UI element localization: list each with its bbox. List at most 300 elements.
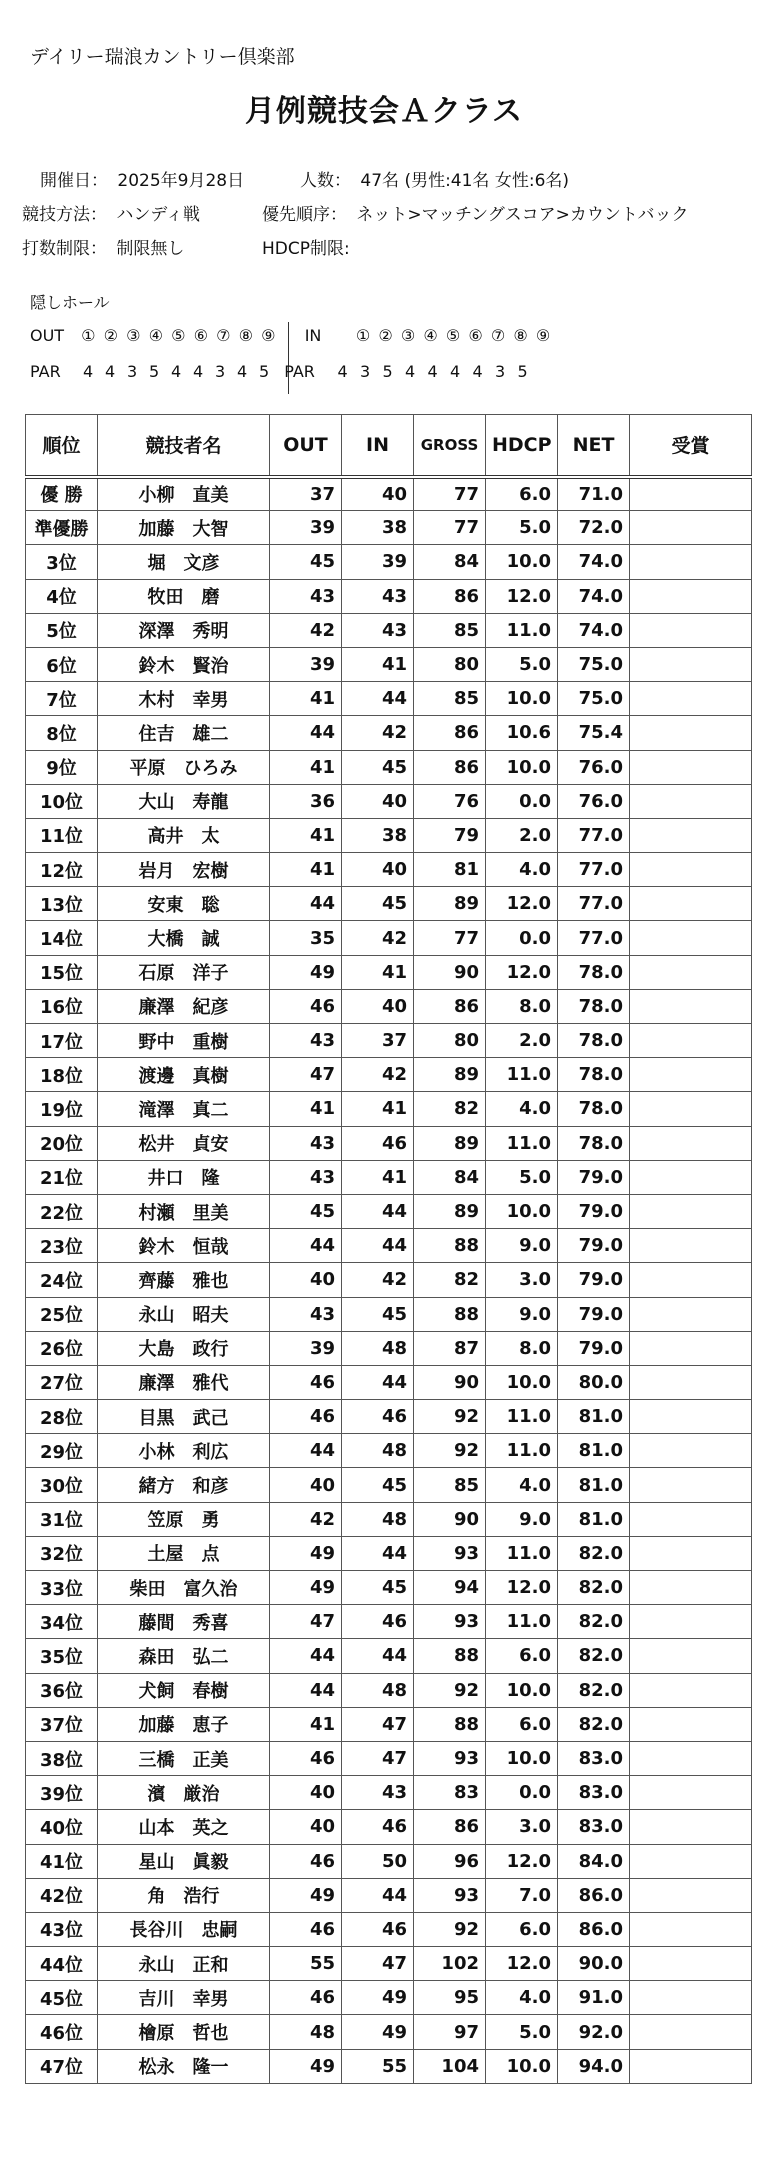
award-cell	[630, 955, 752, 989]
hdcp-cell: 12.0	[486, 887, 558, 921]
hdcp-cell: 10.0	[486, 682, 558, 716]
net-score-cell: 81.0	[558, 1468, 630, 1502]
gross-score-cell: 85	[414, 1468, 486, 1502]
name-cell: 濱 厳治	[98, 1776, 270, 1810]
name-cell: 大山 寿龍	[98, 784, 270, 818]
name-cell: 星山 眞毅	[98, 1844, 270, 1878]
hdcp-cell: 10.0	[486, 1741, 558, 1775]
name-cell: 山本 英之	[98, 1810, 270, 1844]
method-info	[22, 200, 200, 225]
in-score-cell: 45	[342, 1468, 414, 1502]
out-score-cell: 41	[270, 818, 342, 852]
in-par-value-9: 5	[517, 362, 528, 381]
name-cell: 石原 洋子	[98, 955, 270, 989]
name-cell: 野中 重樹	[98, 1024, 270, 1058]
out-hole-mark-4: ④	[148, 326, 164, 345]
in-score-cell: 41	[342, 955, 414, 989]
out-score-cell: 37	[270, 477, 342, 511]
out-par-value-8: 4	[237, 362, 248, 381]
net-score-cell: 79.0	[558, 1297, 630, 1331]
in-score-cell: 41	[342, 647, 414, 681]
in-par-value-1: 4	[337, 362, 348, 381]
rank-cell: 7位	[26, 682, 98, 716]
hdcp-cell: 6.0	[486, 477, 558, 511]
in-score-cell: 48	[342, 1434, 414, 1468]
net-score-cell: 80.0	[558, 1365, 630, 1399]
name-cell: 小柳 直美	[98, 477, 270, 511]
priority-value: ネット>マッチングスコア>カウントバック	[356, 205, 689, 225]
in-par-values	[331, 362, 534, 381]
award-cell	[630, 1878, 752, 1912]
in-score-cell: 41	[342, 1160, 414, 1194]
gross-score-cell: 80	[414, 1024, 486, 1058]
name-cell: 小林 利広	[98, 1434, 270, 1468]
net-score-cell: 82.0	[558, 1571, 630, 1605]
award-cell	[630, 784, 752, 818]
in-par-value-5: 4	[427, 362, 438, 381]
rank-cell: 44位	[26, 1947, 98, 1981]
in-score-cell: 48	[342, 1502, 414, 1536]
rank-cell: 22位	[26, 1194, 98, 1228]
table-row	[26, 2015, 752, 2049]
net-score-cell: 90.0	[558, 1947, 630, 1981]
gross-score-cell: 86	[414, 716, 486, 750]
table-row	[26, 647, 752, 681]
hdcp-cell: 2.0	[486, 1024, 558, 1058]
rank-cell: 33位	[26, 1571, 98, 1605]
name-cell: 柴田 富久治	[98, 1571, 270, 1605]
gross-score-cell: 77	[414, 477, 486, 511]
in-score-cell: 47	[342, 1707, 414, 1741]
hdcp-cell: 12.0	[486, 579, 558, 613]
gross-score-cell: 93	[414, 1605, 486, 1639]
out-score-cell: 44	[270, 716, 342, 750]
hdcp-cell: 10.0	[486, 1673, 558, 1707]
gross-score-cell: 86	[414, 1810, 486, 1844]
in-hole-mark-7: ⑦	[490, 326, 506, 345]
net-score-cell: 71.0	[558, 477, 630, 511]
rank-cell: 45位	[26, 1981, 98, 2015]
in-hole-mark-2: ②	[378, 326, 393, 345]
name-cell: 松永 隆一	[98, 2049, 270, 2083]
name-cell: 鈴木 賢治	[98, 647, 270, 681]
net-score-cell: 78.0	[558, 1058, 630, 1092]
in-score-cell: 43	[342, 613, 414, 647]
rank-cell: 5位	[26, 613, 98, 647]
table-row	[26, 1468, 752, 1502]
gross-score-cell: 88	[414, 1639, 486, 1673]
out-par-value-1: 4	[83, 362, 94, 381]
table-row	[26, 1058, 752, 1092]
net-score-cell: 79.0	[558, 1263, 630, 1297]
award-cell	[630, 1810, 752, 1844]
gross-score-cell: 93	[414, 1536, 486, 1570]
rank-cell: 29位	[26, 1434, 98, 1468]
award-cell	[630, 818, 752, 852]
award-cell	[630, 989, 752, 1023]
club-name: デイリー瑞浪カントリー倶楽部	[30, 46, 295, 68]
rank-cell: 18位	[26, 1058, 98, 1092]
out-score-cell: 42	[270, 1502, 342, 1536]
rank-cell: 24位	[26, 1263, 98, 1297]
gross-score-cell: 89	[414, 887, 486, 921]
gross-score-cell: 104	[414, 2049, 486, 2083]
hdcp-cell: 9.0	[486, 1502, 558, 1536]
rank-cell: 27位	[26, 1365, 98, 1399]
hdcp-cell: 4.0	[486, 1981, 558, 2015]
name-cell: 檜原 哲也	[98, 2015, 270, 2049]
gross-score-cell: 92	[414, 1673, 486, 1707]
award-cell	[630, 1468, 752, 1502]
gross-score-cell: 86	[414, 579, 486, 613]
out-par-label: PAR	[30, 362, 61, 381]
out-score-cell: 39	[270, 511, 342, 545]
gross-score-cell: 90	[414, 955, 486, 989]
name-cell: 住吉 雄二	[98, 716, 270, 750]
par-row	[30, 362, 534, 381]
out-score-cell: 44	[270, 1434, 342, 1468]
gross-score-cell: 76	[414, 784, 486, 818]
out-score-cell: 47	[270, 1058, 342, 1092]
award-cell	[630, 1536, 752, 1570]
in-score-cell: 44	[342, 1229, 414, 1263]
rank-cell: 26位	[26, 1331, 98, 1365]
hdcp-cell: 12.0	[486, 1844, 558, 1878]
out-par-value-2: 4	[105, 362, 116, 381]
table-row	[26, 853, 752, 887]
out-score-cell: 41	[270, 1092, 342, 1126]
gross-score-cell: 85	[414, 682, 486, 716]
name-cell: 渡邊 真樹	[98, 1058, 270, 1092]
net-score-cell: 78.0	[558, 989, 630, 1023]
net-score-cell: 74.0	[558, 545, 630, 579]
header-gross: GROSS	[414, 415, 486, 477]
header-name: 競技者名	[98, 415, 270, 477]
limit-info	[22, 234, 184, 259]
award-cell	[630, 579, 752, 613]
in-score-cell: 44	[342, 682, 414, 716]
hdcp-cell: 11.0	[486, 1536, 558, 1570]
people-value: 47名 (男性:41名 女性:6名)	[360, 171, 570, 191]
header-net: NET	[558, 415, 630, 477]
out-par-values	[77, 362, 275, 381]
header-rank: 順位	[26, 415, 98, 477]
net-score-cell: 78.0	[558, 955, 630, 989]
hdcp-cell: 8.0	[486, 989, 558, 1023]
table-row	[26, 1605, 752, 1639]
table-row	[26, 1126, 752, 1160]
name-cell: 齊藤 雅也	[98, 1263, 270, 1297]
rank-cell: 9位	[26, 750, 98, 784]
award-cell	[630, 1058, 752, 1092]
in-hole-marks	[352, 326, 555, 345]
net-score-cell: 77.0	[558, 853, 630, 887]
net-score-cell: 92.0	[558, 2015, 630, 2049]
out-score-cell: 43	[270, 1024, 342, 1058]
name-cell: 平原 ひろみ	[98, 750, 270, 784]
rank-cell: 16位	[26, 989, 98, 1023]
award-cell	[630, 682, 752, 716]
award-cell	[630, 1707, 752, 1741]
rank-cell: 21位	[26, 1160, 98, 1194]
in-score-cell: 46	[342, 1810, 414, 1844]
rank-cell: 19位	[26, 1092, 98, 1126]
out-score-cell: 41	[270, 682, 342, 716]
net-score-cell: 84.0	[558, 1844, 630, 1878]
table-row	[26, 1297, 752, 1331]
rank-cell: 6位	[26, 647, 98, 681]
net-score-cell: 77.0	[558, 887, 630, 921]
rank-cell: 28位	[26, 1400, 98, 1434]
net-score-cell: 94.0	[558, 2049, 630, 2083]
out-score-cell: 49	[270, 1571, 342, 1605]
in-label: IN	[304, 326, 322, 345]
table-row	[26, 545, 752, 579]
out-score-cell: 49	[270, 1878, 342, 1912]
rank-cell: 25位	[26, 1297, 98, 1331]
award-cell	[630, 1844, 752, 1878]
table-row	[26, 511, 752, 545]
out-hole-mark-7: ⑦	[216, 326, 231, 345]
rank-cell: 37位	[26, 1707, 98, 1741]
table-row	[26, 1844, 752, 1878]
net-score-cell: 75.0	[558, 647, 630, 681]
rank-cell: 20位	[26, 1126, 98, 1160]
rank-cell: 38位	[26, 1741, 98, 1775]
net-score-cell: 91.0	[558, 1981, 630, 2015]
in-score-cell: 40	[342, 784, 414, 818]
table-row	[26, 955, 752, 989]
gross-score-cell: 77	[414, 511, 486, 545]
out-score-cell: 43	[270, 1297, 342, 1331]
out-score-cell: 55	[270, 1947, 342, 1981]
out-score-cell: 44	[270, 1229, 342, 1263]
in-score-cell: 47	[342, 1741, 414, 1775]
out-hole-mark-9: ⑨	[261, 326, 276, 345]
award-cell	[630, 1194, 752, 1228]
net-score-cell: 82.0	[558, 1673, 630, 1707]
hdcp-cell: 0.0	[486, 1776, 558, 1810]
net-score-cell: 72.0	[558, 511, 630, 545]
results-table	[25, 414, 752, 2084]
in-score-cell: 40	[342, 477, 414, 511]
rank-cell: 3位	[26, 545, 98, 579]
hdcp-cell: 11.0	[486, 1605, 558, 1639]
name-cell: 加藤 恵子	[98, 1707, 270, 1741]
in-score-cell: 38	[342, 511, 414, 545]
in-score-cell: 48	[342, 1331, 414, 1365]
out-score-cell: 39	[270, 647, 342, 681]
header-in: IN	[342, 415, 414, 477]
in-hole-mark-6: ⑥	[468, 326, 483, 345]
award-cell	[630, 1126, 752, 1160]
in-par-value-2: 3	[359, 362, 371, 381]
award-cell	[630, 1160, 752, 1194]
results-body	[26, 477, 752, 2084]
hdcp-cell: 10.0	[486, 2049, 558, 2083]
out-score-cell: 49	[270, 955, 342, 989]
hdcp-cell: 3.0	[486, 1263, 558, 1297]
out-score-cell: 46	[270, 1912, 342, 1946]
table-row	[26, 1331, 752, 1365]
table-row	[26, 1810, 752, 1844]
in-hole-mark-1: ①	[355, 326, 371, 345]
in-par-value-3: 5	[382, 362, 393, 381]
in-score-cell: 47	[342, 1947, 414, 1981]
name-cell: 岩月 宏樹	[98, 853, 270, 887]
out-score-cell: 43	[270, 579, 342, 613]
award-cell	[630, 887, 752, 921]
in-score-cell: 45	[342, 1571, 414, 1605]
net-score-cell: 78.0	[558, 1024, 630, 1058]
in-hole-mark-8: ⑧	[513, 326, 528, 345]
gross-score-cell: 102	[414, 1947, 486, 1981]
award-cell	[630, 1365, 752, 1399]
gross-score-cell: 90	[414, 1365, 486, 1399]
table-row	[26, 682, 752, 716]
hole-number-row	[30, 326, 554, 345]
hdcp-cell: 10.6	[486, 716, 558, 750]
award-cell	[630, 1092, 752, 1126]
hdcp-cell: 12.0	[486, 1947, 558, 1981]
in-par-value-6: 4	[449, 362, 461, 381]
award-cell	[630, 921, 752, 955]
out-score-cell: 39	[270, 1331, 342, 1365]
header-hdcp: HDCP	[486, 415, 558, 477]
in-score-cell: 44	[342, 1536, 414, 1570]
out-label: OUT	[30, 326, 65, 345]
out-score-cell: 45	[270, 1194, 342, 1228]
name-cell: 安東 聡	[98, 887, 270, 921]
name-cell: 鈴木 恒哉	[98, 1229, 270, 1263]
net-score-cell: 75.4	[558, 716, 630, 750]
table-row	[26, 579, 752, 613]
gross-score-cell: 81	[414, 853, 486, 887]
in-score-cell: 37	[342, 1024, 414, 1058]
out-par-value-7: 3	[215, 362, 226, 381]
limit-label: 打数制限：	[22, 239, 107, 259]
table-row	[26, 1878, 752, 1912]
gross-score-cell: 92	[414, 1400, 486, 1434]
hdcp-cell: 11.0	[486, 1058, 558, 1092]
rank-cell: 41位	[26, 1844, 98, 1878]
award-cell	[630, 2015, 752, 2049]
name-cell: 深澤 秀明	[98, 613, 270, 647]
gross-score-cell: 92	[414, 1912, 486, 1946]
out-score-cell: 40	[270, 1263, 342, 1297]
in-score-cell: 45	[342, 887, 414, 921]
hdcp-cell: 9.0	[486, 1229, 558, 1263]
gross-score-cell: 88	[414, 1707, 486, 1741]
gross-score-cell: 89	[414, 1126, 486, 1160]
net-score-cell: 76.0	[558, 750, 630, 784]
in-score-cell: 41	[342, 1092, 414, 1126]
in-score-cell: 46	[342, 1912, 414, 1946]
gross-score-cell: 82	[414, 1263, 486, 1297]
in-score-cell: 46	[342, 1400, 414, 1434]
net-score-cell: 83.0	[558, 1741, 630, 1775]
net-score-cell: 77.0	[558, 818, 630, 852]
table-row	[26, 1947, 752, 1981]
in-hole-mark-9: ⑨	[535, 326, 551, 345]
hdcp-cell: 5.0	[486, 1160, 558, 1194]
award-cell	[630, 1331, 752, 1365]
name-cell: 森田 弘二	[98, 1639, 270, 1673]
method-label: 競技方法：	[22, 205, 107, 225]
name-cell: 角 浩行	[98, 1878, 270, 1912]
net-score-cell: 79.0	[558, 1229, 630, 1263]
hdcp-cell: 4.0	[486, 1468, 558, 1502]
table-row	[26, 1536, 752, 1570]
table-row	[26, 1571, 752, 1605]
out-par-value-9: 5	[259, 362, 270, 381]
hdcp-cell: 12.0	[486, 1571, 558, 1605]
award-cell	[630, 1912, 752, 1946]
hdcp-cell: 6.0	[486, 1707, 558, 1741]
rank-cell: 34位	[26, 1605, 98, 1639]
name-cell: 藤間 秀喜	[98, 1605, 270, 1639]
hdcp-cell: 10.0	[486, 750, 558, 784]
priority-label: 優先順序：	[262, 205, 347, 225]
rank-cell: 31位	[26, 1502, 98, 1536]
out-score-cell: 41	[270, 1707, 342, 1741]
gross-score-cell: 89	[414, 1194, 486, 1228]
hdcp-limit-info	[262, 234, 350, 259]
name-cell: 牧田 磨	[98, 579, 270, 613]
table-row	[26, 750, 752, 784]
hdcp-cell: 3.0	[486, 1810, 558, 1844]
in-score-cell: 39	[342, 545, 414, 579]
net-score-cell: 81.0	[558, 1400, 630, 1434]
rank-cell: 14位	[26, 921, 98, 955]
rank-cell: 15位	[26, 955, 98, 989]
award-cell	[630, 1981, 752, 2015]
date-info	[40, 166, 244, 191]
net-score-cell: 83.0	[558, 1810, 630, 1844]
award-cell	[630, 1502, 752, 1536]
out-score-cell: 44	[270, 1673, 342, 1707]
name-cell: 廉澤 紀彦	[98, 989, 270, 1023]
page-title: 月例競技会Ａクラス	[244, 94, 524, 129]
net-score-cell: 86.0	[558, 1878, 630, 1912]
rank-cell: 準優勝	[26, 511, 98, 545]
gross-score-cell: 86	[414, 750, 486, 784]
in-par-label: PAR	[284, 362, 315, 381]
net-score-cell: 76.0	[558, 784, 630, 818]
out-score-cell: 46	[270, 1844, 342, 1878]
name-cell: 井口 隆	[98, 1160, 270, 1194]
date-label: 開催日：	[40, 171, 108, 191]
hdcp-cell: 10.0	[486, 1365, 558, 1399]
in-score-cell: 40	[342, 853, 414, 887]
in-score-cell: 38	[342, 818, 414, 852]
out-hole-mark-5: ⑤	[171, 326, 186, 345]
in-score-cell: 44	[342, 1878, 414, 1912]
out-score-cell: 35	[270, 921, 342, 955]
table-row	[26, 1365, 752, 1399]
in-hole-mark-3: ③	[400, 326, 416, 345]
out-score-cell: 43	[270, 1126, 342, 1160]
gross-score-cell: 90	[414, 1502, 486, 1536]
gross-score-cell: 86	[414, 989, 486, 1023]
name-cell: 三橋 正美	[98, 1741, 270, 1775]
people-label: 人数：	[300, 171, 351, 191]
hdcp-cell: 0.0	[486, 784, 558, 818]
out-score-cell: 41	[270, 853, 342, 887]
in-score-cell: 42	[342, 1263, 414, 1297]
hdcp-cell: 4.0	[486, 853, 558, 887]
out-score-cell: 41	[270, 750, 342, 784]
